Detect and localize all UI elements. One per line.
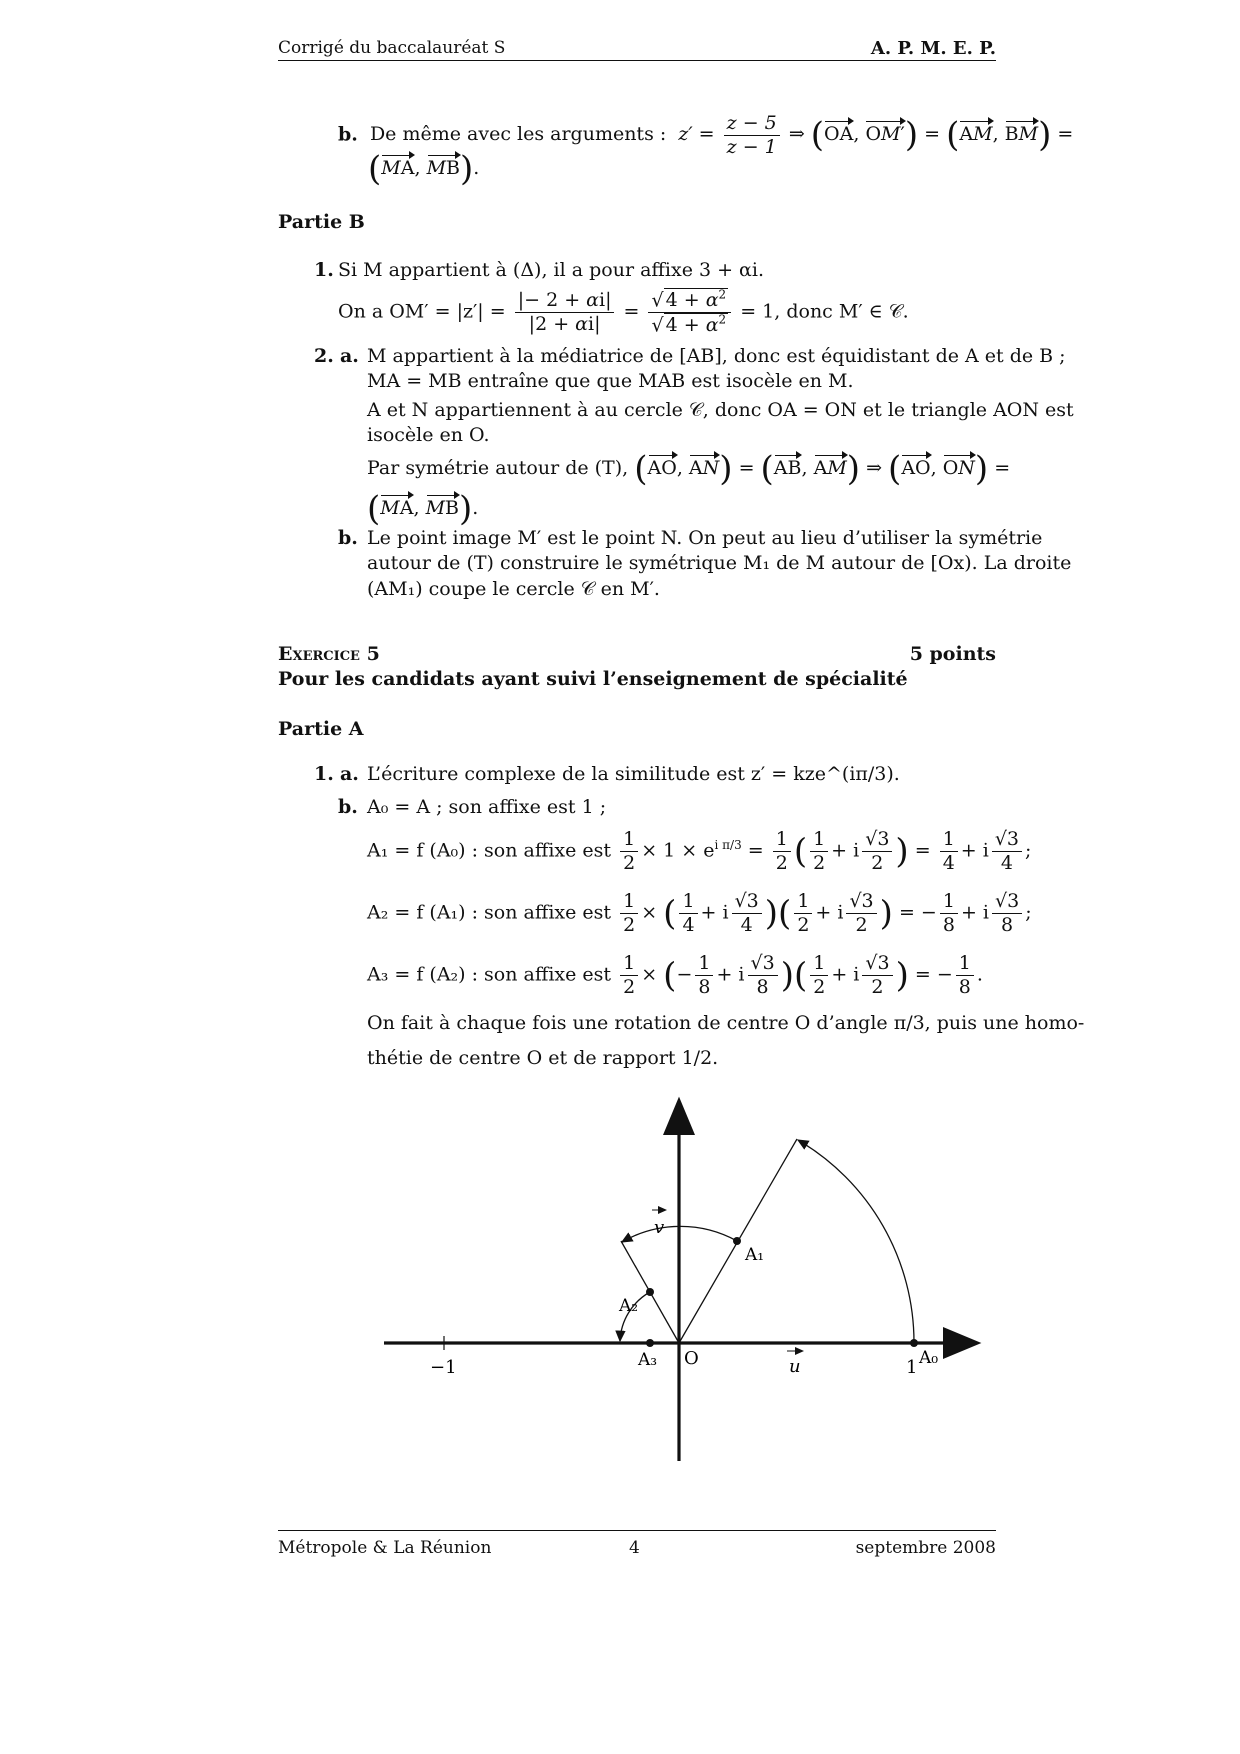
frac-half: $\frac{1}{2}$ — [810, 952, 828, 999]
prev-b-zprime: z′ = — [678, 123, 715, 146]
partie-b-title: Partie B — [278, 211, 365, 233]
header-left: Corrigé du baccalauréat S — [278, 38, 506, 58]
prev-b-vectors: ⇒ (OA, OM′) = (AM, BM) = — [788, 115, 1074, 156]
q1-label: 1. — [314, 259, 334, 281]
label-a2: A₂ — [619, 1296, 639, 1316]
ex5-a-text: L’écriture complexe de la similitude est z′ = kze^(iπ/3). — [367, 763, 900, 785]
q2b-l3: (AM₁) coupe le cercle 𝒞 en M′. — [367, 578, 660, 600]
frac-sqrt3-2: $\frac{√3}{2}$ — [862, 952, 892, 999]
point-a2 — [646, 1288, 654, 1296]
frac-eighth: $\frac{1}{8}$ — [695, 952, 713, 999]
q2a-l4: isocèle en O. — [367, 424, 490, 446]
ex5-b-l6: thétie de centre O et de rapport 1/2. — [367, 1047, 719, 1069]
label-a0: A₀ — [919, 1348, 939, 1368]
ex5-b-l3: A₂ = f (A₁) : son affixe est $\frac{1}{2}$ × ( $\frac{1}{4}$ + i $\frac{√3}{4}$ )( $\frac{1}{2}$ + i $\frac{√3}{2}$ ) = − $\frac{1}{8}$ + i $\frac{√3}{8}$ ; — [367, 890, 1032, 936]
ex5-b-l2: A₁ = f (A₀) : son affixe est $\frac{1}{2}$ × $1 \times e^{i \pi/3}$ = $\frac{1}{2}$ ( $\frac{1}{2}$ + i $\frac{√3}{2}$ ) = $\frac{1}{4}$ + i $\frac{√3}{4}$ ; — [367, 828, 1032, 874]
ex5-b-l3-text: A₂ = f (A₁) : son affixe est — [367, 901, 612, 924]
frac-half: $\frac{1}{2}$ — [773, 828, 791, 875]
q2a-l6: (MA, MB). — [367, 489, 479, 529]
label-u: u — [789, 1356, 801, 1377]
frac-sqrt3-8: $\frac{√3}{8}$ — [748, 952, 778, 999]
frac-half: $\frac{1}{2}$ — [810, 828, 828, 875]
q2a-l5: Par symétrie autour de (T), (AO, AN) = (AB, AM) ⇒ (AO, ON) = — [367, 449, 1011, 489]
q1-line2: On a OM′ = |z′| = $\frac{|- 2 + \alpha i|}{|2 + \alpha i|}$ = $\frac{√ 4 + \alpha^2}{√ 4 + \alpha^2}$ = 1, donc M′ ∈ 𝒞. — [338, 288, 909, 337]
ex5-b-l4-text: A₃ = f (A₂) : son affixe est — [367, 963, 612, 986]
footer-center: 4 — [629, 1538, 640, 1558]
frac-quarter: $\frac{1}{4}$ — [940, 828, 958, 875]
label-minus-one: −1 — [430, 1357, 457, 1378]
prev-b-frac: $\frac{z - 5}{z - 1}$ — [724, 112, 780, 159]
label-v: v — [654, 1217, 665, 1238]
frac-eighth: $\frac{1}{8}$ — [956, 952, 974, 999]
q2b-label: b. — [338, 527, 358, 549]
q2a-label: a. — [340, 345, 359, 367]
point-a3 — [646, 1339, 654, 1347]
label-a3: A₃ — [638, 1350, 658, 1370]
ex5-b-label: b. — [338, 796, 358, 818]
frac-half: $\frac{1}{2}$ — [794, 890, 812, 937]
ex5-points: 5 points — [909, 643, 996, 665]
ex5-title: Exercice 5 — [278, 643, 380, 665]
q2a-l2: MA = MB entraîne que que MAB est isocèle en M. — [367, 370, 854, 392]
q1-line2-prefix: On a OM′ = |z′| = — [338, 300, 506, 323]
label-one: 1 — [906, 1357, 918, 1378]
frac-sqrt3-8: $\frac{√3}{8}$ — [992, 890, 1022, 937]
ex5-subtitle: Pour les candidats ayant suivi l’enseignement de spécialité — [278, 668, 908, 690]
frac-sqrt3-2: $\frac{√3}{2}$ — [846, 890, 876, 937]
prev-b-label: b. — [338, 123, 358, 146]
point-a1 — [733, 1237, 741, 1245]
label-a1: A₁ — [745, 1245, 765, 1265]
ex5-b-l1: A₀ = A ; son affixe est 1 ; — [367, 796, 607, 818]
prev-b-cont: (MA, MB). — [368, 149, 480, 189]
frac-half: $\frac{1}{2}$ — [620, 952, 638, 999]
frac-quarter: $\frac{1}{4}$ — [679, 890, 697, 937]
frac-sqrt3-4: $\frac{√3}{4}$ — [992, 828, 1022, 875]
frac-sqrt3-2: $\frac{√3}{2}$ — [862, 828, 892, 875]
ex5-b-l5: On fait à chaque fois une rotation de centre O d’angle π/3, puis une homo- — [367, 1012, 1085, 1034]
q2b-l2: autour de (T) construire le symétrique M₁ de M autour de [Ox). La droite — [367, 552, 1072, 574]
footer-left: Métropole & La Réunion — [278, 1538, 492, 1558]
frac-sqrt3-4: $\frac{√3}{4}$ — [732, 890, 762, 937]
arc-a0 — [798, 1140, 914, 1343]
q1-frac1: $\frac{|- 2 + \alpha i|}{|2 + \alpha i|}$ — [515, 289, 615, 336]
q1-frac2: $\frac{√ 4 + \alpha^2}{√ 4 + \alpha^2}$ — [648, 288, 731, 337]
frac-eighth: $\frac{1}{8}$ — [940, 890, 958, 937]
q2a-l3: A et N appartiennent à au cercle 𝒞, donc OA = ON et le triangle AON est — [367, 399, 1074, 421]
frac-half: $\frac{1}{2}$ — [620, 828, 638, 875]
ex5-q1-label: 1. — [314, 763, 334, 785]
q2a-l5-text: Par symétrie autour de (T), — [367, 457, 629, 479]
q1-line1: Si M appartient à (Δ), il a pour affixe 3 + αi. — [338, 259, 765, 281]
header-right: A. P. M. E. P. — [870, 38, 996, 59]
ex5-b-l4: A₃ = f (A₂) : son affixe est $\frac{1}{2}$ × (− $\frac{1}{8}$ + i $\frac{√3}{8}$ )( $\frac{1}{2}$ + i $\frac{√3}{2}$ ) = − $\frac{1}{8}$ . — [367, 952, 983, 998]
q2-label: 2. — [314, 345, 334, 367]
point-a0 — [910, 1339, 918, 1347]
q1-line2-suffix: = 1, donc M′ ∈ 𝒞. — [740, 300, 909, 323]
footer-rule — [278, 1530, 996, 1531]
label-o: O — [684, 1348, 699, 1369]
ex5-partie: Partie A — [278, 718, 364, 740]
ex5-b-l2-text: A₁ = f (A₀) : son affixe est — [367, 839, 612, 862]
ex5-a-label: a. — [340, 763, 359, 785]
prev-b-text: De même avec les arguments : — [369, 123, 667, 146]
q2b-l1: Le point image M′ est le point N. On peut au lieu d’utiliser la symétrie — [367, 527, 1043, 549]
frac-half: $\frac{1}{2}$ — [620, 890, 638, 937]
q2a-l1: M appartient à la médiatrice de [AB], donc est équidistant de A et de B ; — [367, 345, 1066, 367]
footer-right: septembre 2008 — [855, 1538, 996, 1558]
